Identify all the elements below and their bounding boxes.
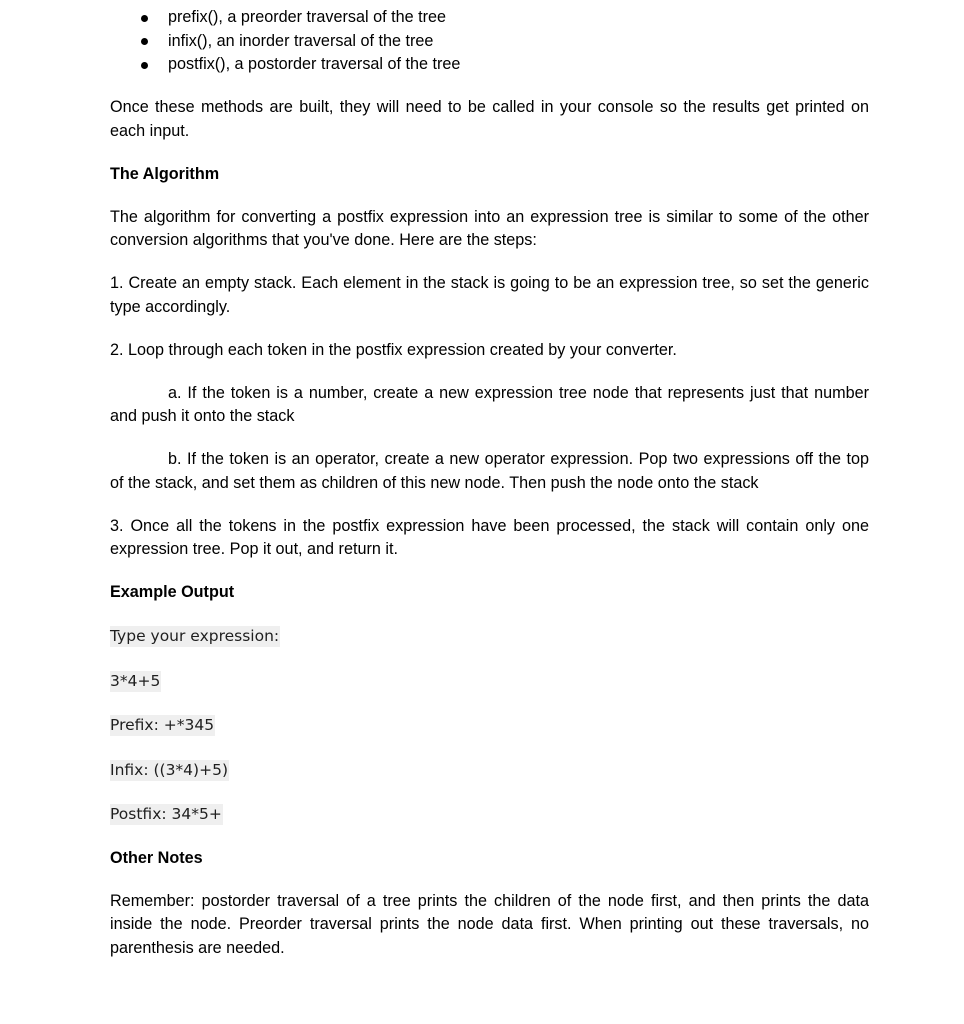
intro-paragraph: Once these methods are built, they will need to be called in your console so the results get printed on each input.: [110, 98, 869, 140]
console-input-text: 3*4+5: [110, 671, 161, 690]
example-output-line: [110, 624, 869, 649]
console-postfix-output: Postfix: 34*5+: [110, 805, 222, 823]
bullet-icon: [141, 62, 148, 69]
list-item: [110, 6, 869, 30]
list-item-text: infix(), an inorder traversal of the tree: [168, 31, 434, 50]
console-prompt-text: Type your expression:: [110, 627, 280, 645]
bullet-icon: [141, 15, 148, 22]
example-output-heading: Example Output: [110, 583, 235, 601]
list-item-text: prefix(), a preorder traversal of the tree: [168, 8, 447, 26]
example-output-line: [110, 713, 869, 738]
console-prefix-output: Prefix: +*345: [110, 716, 215, 734]
example-output-line: [110, 758, 869, 783]
document-page: [110, 6, 869, 980]
list-item: [110, 30, 869, 54]
step-1-paragraph: 1. Create an empty stack. Each element in the stack is going to be an expression tree, so set the generic type accordingly.: [110, 274, 869, 316]
step-2b-paragraph: b. If the token is an operator, create a new operator expression. Pop two expressions off the top of the stack, and set them as children of this new node. Then push the node onto the stack: [110, 450, 869, 492]
example-output-line: [110, 669, 869, 694]
traversal-method-list: [110, 6, 869, 77]
list-item: [110, 53, 869, 77]
list-item-text: postfix(), a postorder traversal of the tree: [168, 55, 461, 73]
step-2a-paragraph: a. If the token is a number, create a new expression tree node that represents just that number and push it onto the stack: [110, 383, 869, 425]
console-infix-output: Infix: ((3*4)+5): [110, 760, 228, 779]
example-output-line: [110, 802, 869, 827]
notes-paragraph: Remember: postorder traversal of a tree prints the children of the node first, and then prints the data inside the node. Preorder traversal prints the node data first. When printing out these traversals, no parenthesis are needed.: [110, 891, 869, 957]
algorithm-heading: The Algorithm: [110, 164, 220, 183]
step-2-paragraph: 2. Loop through each token in the postfix expression created by your converter.: [110, 340, 677, 359]
algorithm-intro-paragraph: The algorithm for converting a postfix expression into an expression tree is similar to some of the other conversion algorithms that you've done. Here are the steps:: [110, 207, 869, 249]
step-3-paragraph: 3. Once all the tokens in the postfix expression have been processed, the stack will contain only one expression tree. Pop it out, and return it.: [110, 516, 869, 558]
other-notes-heading: Other Notes: [110, 848, 203, 867]
bullet-icon: [141, 38, 148, 45]
